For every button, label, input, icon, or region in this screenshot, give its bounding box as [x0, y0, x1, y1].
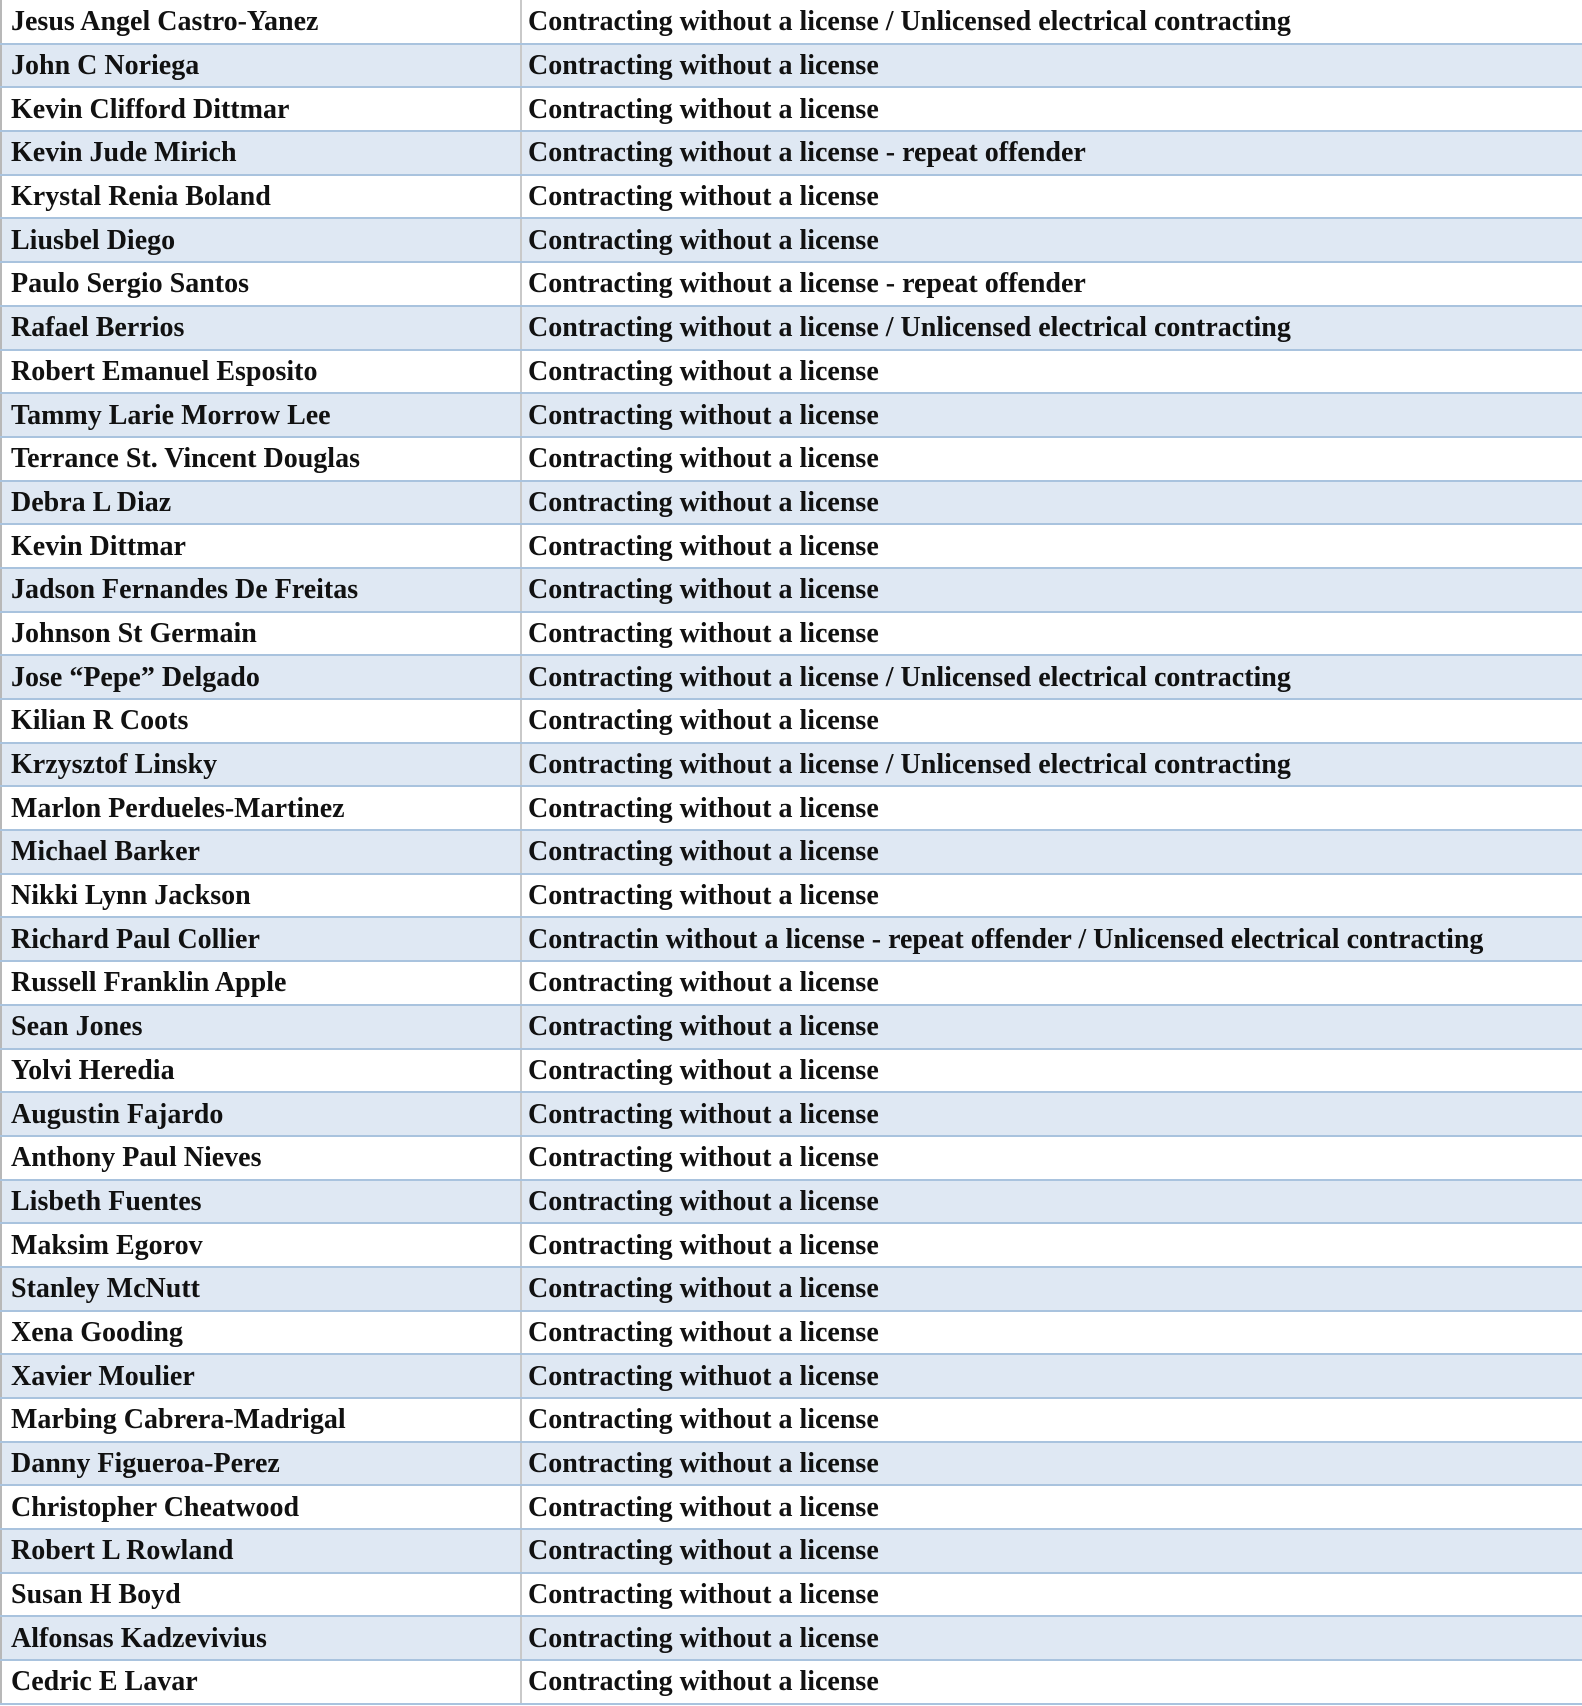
name-cell: Robert L Rowland	[1, 1529, 521, 1573]
table-row	[1, 830, 1582, 874]
violation-cell: Contracting without a license	[521, 1223, 1582, 1267]
violation-cell: Contracting without a license	[521, 612, 1582, 656]
violation-cell: Contracting without a license	[521, 961, 1582, 1005]
violation-cell: Contracting without a license	[521, 218, 1582, 262]
name-cell: Jesus Angel Castro-Yanez	[1, 0, 521, 44]
name-cell: Xavier Moulier	[1, 1354, 521, 1398]
violation-cell: Contracting withuot a license	[521, 1354, 1582, 1398]
violation-cell: Contracting without a license	[521, 1398, 1582, 1442]
violation-cell: Contracting without a license	[521, 1180, 1582, 1224]
table-row	[1, 568, 1582, 612]
violation-cell: Contracting without a license	[521, 568, 1582, 612]
violation-cell: Contracting without a license	[521, 1573, 1582, 1617]
table-row	[1, 1573, 1582, 1617]
table-row	[1, 1398, 1582, 1442]
table-row	[1, 874, 1582, 918]
table-row	[1, 131, 1582, 175]
name-cell: Nikki Lynn Jackson	[1, 874, 521, 918]
violation-cell: Contracting without a license	[521, 44, 1582, 88]
table-row	[1, 961, 1582, 1005]
violation-cell: Contracting without a license	[521, 874, 1582, 918]
name-cell: Rafael Berrios	[1, 306, 521, 350]
name-cell: Liusbel Diego	[1, 218, 521, 262]
violation-cell: Contracting without a license	[521, 1616, 1582, 1660]
table-row	[1, 0, 1582, 44]
name-cell: Kilian R Coots	[1, 699, 521, 743]
table-row	[1, 1092, 1582, 1136]
name-cell: Marbing Cabrera-Madrigal	[1, 1398, 521, 1442]
violation-cell: Contracting without a license	[521, 524, 1582, 568]
name-cell: Christopher Cheatwood	[1, 1485, 521, 1529]
violation-cell: Contractin without a license - repeat offender / Unlicensed electrical contracting	[521, 917, 1582, 961]
violation-cell: Contracting without a license	[521, 1442, 1582, 1486]
name-cell: Sean Jones	[1, 1005, 521, 1049]
name-cell: Terrance St. Vincent Douglas	[1, 437, 521, 481]
violations-table-body	[1, 0, 1582, 1704]
violation-cell: Contracting without a license	[521, 1660, 1582, 1704]
violation-cell: Contracting without a license	[521, 1092, 1582, 1136]
table-row	[1, 1005, 1582, 1049]
name-cell: Yolvi Heredia	[1, 1049, 521, 1093]
name-cell: Krzysztof Linsky	[1, 743, 521, 787]
violation-cell: Contracting without a license	[521, 1267, 1582, 1311]
table-row	[1, 1136, 1582, 1180]
table-row	[1, 44, 1582, 88]
table-row	[1, 699, 1582, 743]
violation-cell: Contracting without a license	[521, 1529, 1582, 1573]
name-cell: Russell Franklin Apple	[1, 961, 521, 1005]
violation-cell: Contracting without a license	[521, 830, 1582, 874]
name-cell: Jose “Pepe” Delgado	[1, 655, 521, 699]
violation-cell: Contracting without a license / Unlicensed electrical contracting	[521, 655, 1582, 699]
table-row	[1, 786, 1582, 830]
table-row	[1, 1442, 1582, 1486]
name-cell: Anthony Paul Nieves	[1, 1136, 521, 1180]
table-row	[1, 524, 1582, 568]
name-cell: Johnson St Germain	[1, 612, 521, 656]
table-row	[1, 87, 1582, 131]
table-row	[1, 393, 1582, 437]
table-row	[1, 1529, 1582, 1573]
name-cell: Kevin Clifford Dittmar	[1, 87, 521, 131]
table-row	[1, 743, 1582, 787]
name-cell: Danny Figueroa-Perez	[1, 1442, 521, 1486]
violation-cell: Contracting without a license	[521, 1485, 1582, 1529]
table-row	[1, 262, 1582, 306]
table-row	[1, 655, 1582, 699]
name-cell: Cedric E Lavar	[1, 1660, 521, 1704]
violation-cell: Contracting without a license	[521, 1005, 1582, 1049]
table-row	[1, 1660, 1582, 1704]
violation-cell: Contracting without a license	[521, 1311, 1582, 1355]
violation-cell: Contracting without a license	[521, 87, 1582, 131]
table-row	[1, 612, 1582, 656]
table-row	[1, 437, 1582, 481]
violation-cell: Contracting without a license / Unlicensed electrical contracting	[521, 0, 1582, 44]
name-cell: Marlon Perdueles-Martinez	[1, 786, 521, 830]
name-cell: Tammy Larie Morrow Lee	[1, 393, 521, 437]
violation-cell: Contracting without a license - repeat offender	[521, 262, 1582, 306]
name-cell: Michael Barker	[1, 830, 521, 874]
table-row	[1, 1354, 1582, 1398]
violation-cell: Contracting without a license	[521, 481, 1582, 525]
violation-cell: Contracting without a license / Unlicensed electrical contracting	[521, 306, 1582, 350]
violation-cell: Contracting without a license - repeat offender	[521, 131, 1582, 175]
name-cell: Alfonsas Kadzevivius	[1, 1616, 521, 1660]
violation-cell: Contracting without a license	[521, 699, 1582, 743]
name-cell: John C Noriega	[1, 44, 521, 88]
table-row	[1, 1267, 1582, 1311]
name-cell: Lisbeth Fuentes	[1, 1180, 521, 1224]
table-row	[1, 1616, 1582, 1660]
violation-cell: Contracting without a license	[521, 175, 1582, 219]
name-cell: Paulo Sergio Santos	[1, 262, 521, 306]
violation-cell: Contracting without a license / Unlicensed electrical contracting	[521, 743, 1582, 787]
table-row	[1, 175, 1582, 219]
violation-cell: Contracting without a license	[521, 350, 1582, 394]
table-row	[1, 1180, 1582, 1224]
table-row	[1, 1223, 1582, 1267]
table-row	[1, 917, 1582, 961]
violation-cell: Contracting without a license	[521, 437, 1582, 481]
name-cell: Susan H Boyd	[1, 1573, 521, 1617]
name-cell: Krystal Renia Boland	[1, 175, 521, 219]
violation-cell: Contracting without a license	[521, 1136, 1582, 1180]
name-cell: Robert Emanuel Esposito	[1, 350, 521, 394]
name-cell: Kevin Jude Mirich	[1, 131, 521, 175]
name-cell: Stanley McNutt	[1, 1267, 521, 1311]
name-cell: Debra L Diaz	[1, 481, 521, 525]
table-row	[1, 481, 1582, 525]
name-cell: Xena Gooding	[1, 1311, 521, 1355]
name-cell: Jadson Fernandes De Freitas	[1, 568, 521, 612]
table-row	[1, 1311, 1582, 1355]
violation-cell: Contracting without a license	[521, 393, 1582, 437]
table-row	[1, 1485, 1582, 1529]
violation-cell: Contracting without a license	[521, 786, 1582, 830]
table-row	[1, 1049, 1582, 1093]
name-cell: Augustin Fajardo	[1, 1092, 521, 1136]
name-cell: Kevin Dittmar	[1, 524, 521, 568]
table-row	[1, 350, 1582, 394]
name-cell: Maksim Egorov	[1, 1223, 521, 1267]
violation-cell: Contracting without a license	[521, 1049, 1582, 1093]
table-row	[1, 306, 1582, 350]
name-cell: Richard Paul Collier	[1, 917, 521, 961]
table-row	[1, 218, 1582, 262]
